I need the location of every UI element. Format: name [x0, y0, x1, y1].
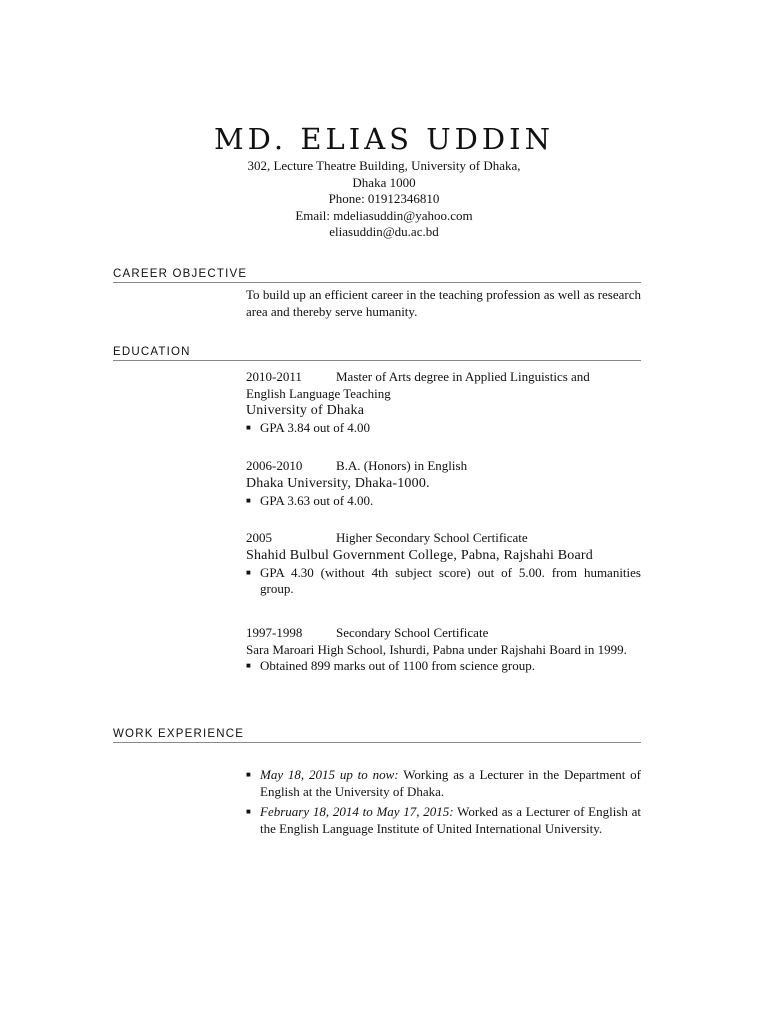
education-degree: Master of Arts degree in Applied Linguistics and [336, 369, 590, 384]
work-description: Worked as a Lecturer of English at the English Language Institute of United International University. [260, 804, 641, 836]
career-objective-text: To build up an efficient career in the teaching profession as well as research area and thereby serve humanity. [246, 287, 641, 319]
education-institution: Shahid Bulbul Government College, Pabna, Rajshahi Board [246, 547, 593, 563]
bullet-icon: ■ [246, 567, 251, 577]
education-institution: Dhaka University, Dhaka-1000. [246, 475, 430, 491]
work-list [246, 767, 641, 837]
education-year: 2006-2010 [246, 458, 303, 473]
bullet-icon: ■ [246, 495, 251, 505]
address-line-2: Dhaka 1000 [352, 174, 416, 190]
career-objective-heading: CAREER OBJECTIVE [113, 268, 641, 283]
education-entry [246, 458, 641, 509]
education-result: GPA 3.63 out of 4.00. [260, 492, 374, 508]
email-secondary: eliasuddin@du.ac.bd [329, 224, 439, 239]
education-entry [246, 369, 641, 437]
work-item-text [260, 804, 641, 837]
education-result: GPA 3.84 out of 4.00 [260, 420, 371, 435]
education-year: 1997-1998 [246, 625, 303, 640]
address-line-1: 302, Lecture Theatre Building, University of Dhaka, [247, 158, 521, 173]
education-heading: EDUCATION [113, 346, 641, 361]
education-bullet [246, 658, 641, 675]
work-date: February 18, 2014 to May 17, 2015: [260, 804, 454, 819]
bullet-icon: ■ [246, 807, 251, 816]
phone: Phone: 01912346810 [328, 191, 440, 206]
work-item [246, 767, 641, 800]
bullet-icon: ■ [246, 661, 251, 670]
work-experience-heading: WORK EXPERIENCE [113, 728, 641, 743]
work-item-text [260, 767, 641, 800]
contact-info [0, 158, 768, 241]
education-bullet [246, 565, 641, 598]
education-degree: Higher Secondary School Certificate [336, 530, 528, 545]
education-bullet [246, 493, 641, 510]
education-entry [246, 625, 641, 675]
education-year: 2010-2011 [246, 369, 302, 384]
education-degree: Secondary School Certificate [336, 625, 489, 640]
work-item [246, 804, 641, 837]
education-year: 2005 [246, 530, 272, 545]
education-institution: University of Dhaka [246, 403, 365, 418]
education-degree: B.A. (Honors) in English [336, 458, 468, 473]
work-date: May 18, 2015 up to now: [260, 767, 399, 782]
education-result: Obtained 899 marks out of 1100 from science group. [260, 658, 535, 673]
applicant-name: MD. ELIAS UDDIN [213, 122, 555, 156]
education-bullet [246, 420, 641, 437]
education-degree-cont: English Language Teaching [246, 385, 391, 401]
bullet-icon: ■ [246, 770, 251, 779]
education-institution: Sara Maroari High School, Ishurdi, Pabna under Rajshahi Board in 1999. [246, 641, 627, 657]
education-result: GPA 4.30 (without 4th subject score) out of 5.00. from humanities group. [260, 564, 641, 596]
bullet-icon: ■ [246, 423, 251, 432]
email: Email: mdeliasuddin@yahoo.com [295, 207, 473, 223]
education-entry [246, 530, 641, 598]
work-description: Working as a Lecturer in the Department of English at the University of Dhaka. [260, 767, 641, 799]
